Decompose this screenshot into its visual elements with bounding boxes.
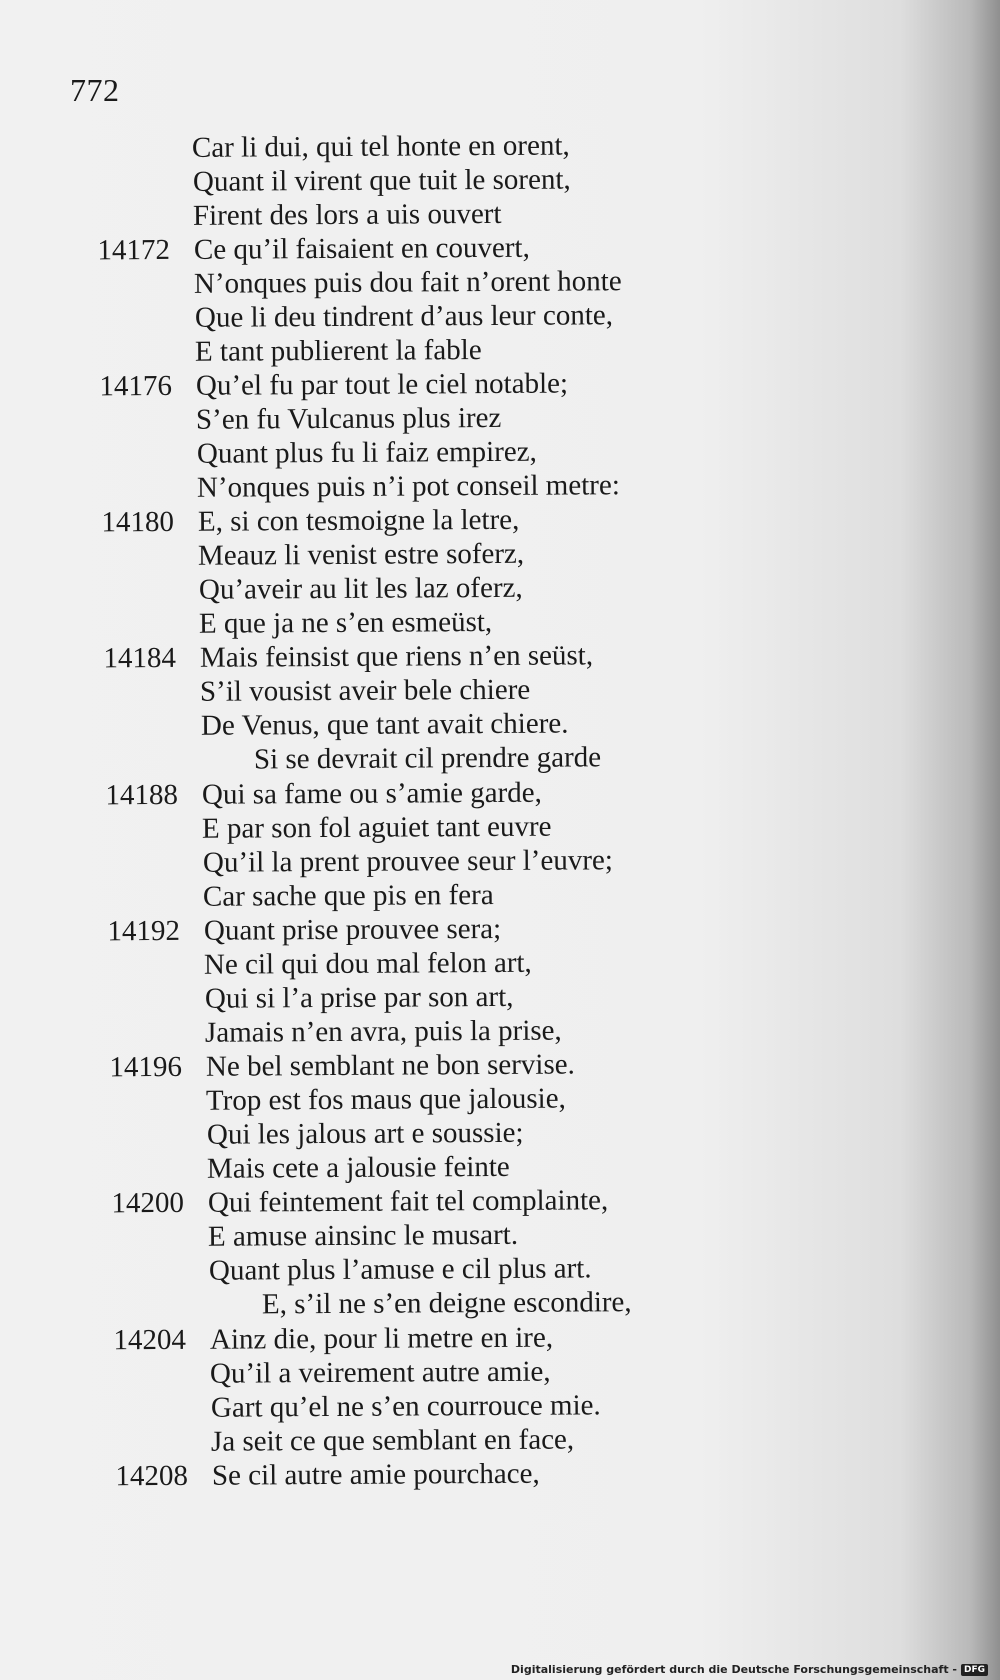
verse-text: Ainz die, pour li metre en ire, bbox=[209, 1321, 554, 1356]
line-number bbox=[74, 1220, 184, 1221]
line-number bbox=[71, 982, 181, 983]
verse-text: Car li dui, qui tel honte en orent, bbox=[191, 129, 570, 164]
line-number: 14196 bbox=[109, 1050, 183, 1084]
line-number bbox=[62, 403, 172, 404]
dfg-logo: DFG bbox=[961, 1664, 988, 1676]
verse-text: E que ja ne s’en esmeüst, bbox=[198, 605, 493, 640]
line-number bbox=[66, 675, 176, 676]
verse-text: N’onques puis n’i pot conseil metre: bbox=[196, 469, 620, 504]
verse-text: Quant prise prouvee sera; bbox=[203, 912, 502, 947]
line-number bbox=[59, 165, 169, 166]
line-number bbox=[77, 1391, 187, 1392]
line-number bbox=[63, 471, 173, 472]
line-number: 14192 bbox=[107, 914, 181, 948]
line-number bbox=[75, 1254, 185, 1255]
verse-text: Ne bel semblant ne bon servise. bbox=[205, 1048, 575, 1083]
footer-text: Digitalisierung gefördert durch die Deutsche Forschungsgemeinschaft - bbox=[510, 1663, 957, 1676]
verse-text: Qu’aveir au lit les laz oferz, bbox=[198, 571, 523, 606]
verse-text: S’il vousist aveir bele chiere bbox=[199, 673, 531, 708]
verse-text: Quant plus l’amuse e cil plus art. bbox=[208, 1252, 592, 1287]
verse-text: Ce qu’il faisaient en couvert, bbox=[193, 231, 530, 266]
verse-text: E amuse ainsinc le musart. bbox=[207, 1218, 519, 1253]
verse-text: Mais feinsist que riens n’en seüst, bbox=[199, 639, 594, 674]
verse-text: Quant il virent que tuit le sorent, bbox=[192, 163, 571, 198]
verse-text: N’onques puis dou fait n’orent honte bbox=[193, 265, 622, 300]
line-number bbox=[61, 301, 171, 302]
line-number bbox=[75, 1288, 185, 1289]
verse-text: Quant plus fu li faiz empirez, bbox=[196, 435, 537, 470]
line-number: 14208 bbox=[115, 1459, 189, 1493]
line-number bbox=[67, 743, 177, 744]
verse-text: Firent des lors a uis ouvert bbox=[192, 197, 502, 232]
line-number bbox=[69, 880, 179, 881]
verse-text: Trop est fos maus que jalousie, bbox=[205, 1082, 566, 1117]
verse-text: Qui sa fame ou s’amie garde, bbox=[201, 776, 542, 811]
verse-text: Mais cete a jalousie feinte bbox=[206, 1150, 510, 1185]
verse-text: Ja seit ce que semblant en face, bbox=[210, 1423, 575, 1458]
verse-text: Se cil autre amie pourchace, bbox=[211, 1457, 540, 1492]
line-number bbox=[72, 1084, 182, 1085]
verse-text: E tant publierent la fable bbox=[194, 334, 482, 368]
verse-text: Gart qu’el ne s’en courrouce mie. bbox=[210, 1389, 601, 1424]
line-number: 14172 bbox=[97, 233, 171, 267]
line-number bbox=[68, 812, 178, 813]
line-number bbox=[69, 846, 179, 847]
line-number bbox=[67, 709, 177, 710]
line-number bbox=[61, 335, 171, 336]
verse-text: De Venus, que tant avait chiere. bbox=[200, 707, 569, 742]
verse-text: E, si con tesmoigne la letre, bbox=[197, 503, 520, 538]
line-number bbox=[70, 948, 180, 949]
line-number bbox=[77, 1425, 187, 1426]
verse-text: Que li deu tindrent d’aus leur conte, bbox=[194, 299, 614, 334]
verse-text: S’en fu Vulcanus plus irez bbox=[195, 401, 502, 436]
line-number bbox=[71, 1016, 181, 1017]
line-number bbox=[73, 1152, 183, 1153]
line-number bbox=[65, 607, 175, 608]
line-number bbox=[64, 539, 174, 540]
verse-text: Car sache que pis en fera bbox=[202, 878, 494, 913]
line-number bbox=[58, 131, 168, 132]
verse-text: Jamais n’en avra, puis la prise, bbox=[204, 1014, 562, 1049]
verse-text: Qu’el fu par tout le ciel notable; bbox=[195, 367, 569, 402]
line-number bbox=[73, 1118, 183, 1119]
verse-text: Si se devrait cil prendre garde bbox=[253, 741, 602, 776]
line-number bbox=[60, 267, 170, 268]
line-number: 14188 bbox=[105, 778, 179, 812]
verse-text: Qui les jalous art e soussie; bbox=[206, 1116, 524, 1151]
line-number: 14176 bbox=[99, 369, 173, 403]
verse-text: Qui feintement fait tel complainte, bbox=[207, 1184, 609, 1219]
line-number bbox=[59, 199, 169, 200]
line-number: 14204 bbox=[113, 1323, 187, 1357]
line-number: 14180 bbox=[101, 505, 175, 539]
verse-text: Meauz li venist estre soferz, bbox=[197, 537, 525, 572]
digitization-footer bbox=[511, 1663, 988, 1676]
verse-text: E, s’il ne s’en deigne escondire, bbox=[261, 1286, 632, 1321]
line-number: 14200 bbox=[111, 1186, 185, 1220]
line-number bbox=[65, 573, 175, 574]
verse-text: Qu’il a veirement autre amie, bbox=[209, 1355, 551, 1390]
verse-line bbox=[0, 1454, 1000, 1494]
verse-block bbox=[0, 129, 1000, 1494]
verse-text: Qu’il la prent prouvee seur l’euvre; bbox=[202, 844, 613, 879]
line-number: 14184 bbox=[103, 641, 177, 675]
line-number bbox=[63, 437, 173, 438]
verse-text: Ne cil qui dou mal felon art, bbox=[203, 946, 532, 981]
verse-text: E par son fol aguiet tant euvre bbox=[201, 810, 552, 845]
verse-text: Qui si l’a prise par son art, bbox=[204, 980, 514, 1015]
page-number: 772 bbox=[70, 72, 120, 108]
line-number bbox=[76, 1357, 186, 1358]
